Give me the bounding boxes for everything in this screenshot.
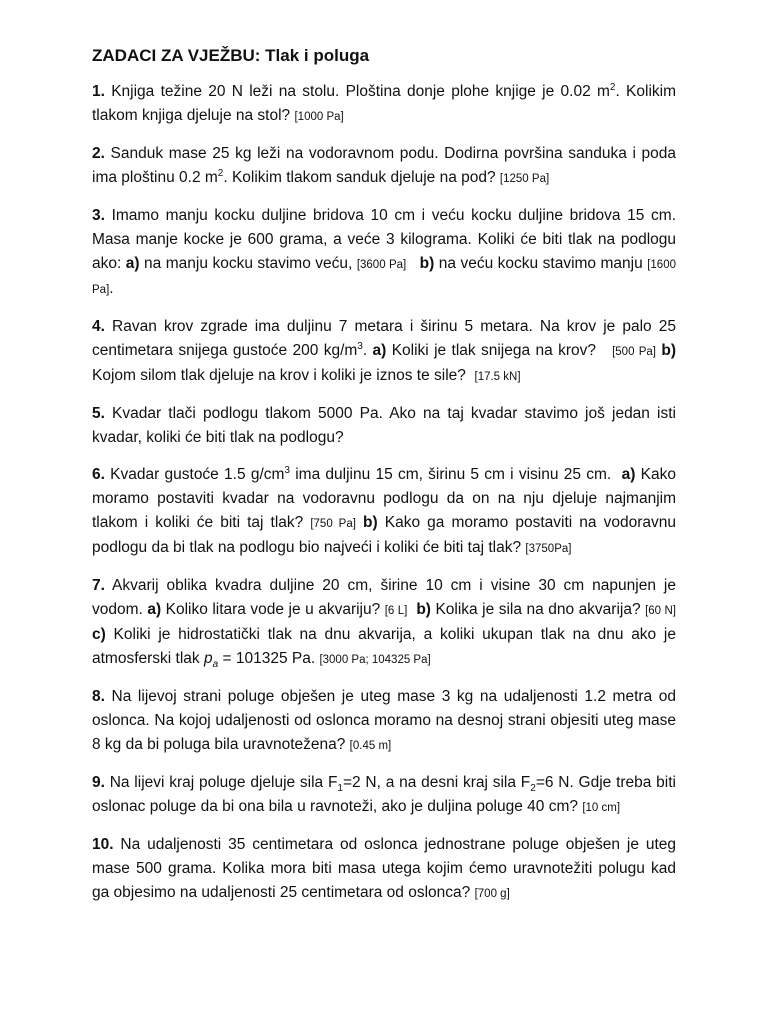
part-label-a: a) xyxy=(621,466,636,483)
task-6 xyxy=(92,463,676,561)
answer-a: [500 Pa] xyxy=(612,346,656,358)
part-label-c: c) xyxy=(92,626,106,643)
task-text: . xyxy=(362,342,373,359)
subscript: a xyxy=(212,659,219,671)
task-text: Koliki je hidrostatički tlak na dnu akvarija, a koliki ukupan tlak na dnu ako je atmosferski tlak xyxy=(92,626,676,667)
task-number: 4. xyxy=(92,318,105,335)
task-text: . Kolikim tlakom sanduk djeluje na pod? xyxy=(223,169,500,186)
task-text: . Kolikim tlakom knjiga djeluje na stol? xyxy=(92,83,676,124)
task-text: Akvarij oblika kvadra duljine 20 cm, širine 10 cm i visine 30 cm napunjen je vodom. xyxy=(92,577,676,618)
answer-a: [3600 Pa] xyxy=(356,259,407,271)
task-2 xyxy=(92,142,676,191)
part-label-b: b) xyxy=(661,342,676,359)
task-text: ima duljinu 15 cm, širinu 5 cm i visinu 25 cm. xyxy=(289,466,617,483)
task-text: na veću kocku stavimo manju xyxy=(434,255,648,272)
task-text: = 101325 Pa. xyxy=(218,650,320,667)
part-label-b: b) xyxy=(419,255,435,272)
task-text: Sanduk mase 25 kg leži na vodoravnom podu. Dodirna površina sanduka i poda ima ploštinu 0.2 m xyxy=(92,145,676,186)
task-4 xyxy=(92,315,676,389)
task-number: 7. xyxy=(92,577,105,594)
task-text: Koliki je tlak snijega na krov? xyxy=(386,342,602,359)
answer-c: [3000 Pa; 104325 Pa] xyxy=(319,654,431,666)
task-text: Na lijevoj strani poluge obješen je uteg mase 3 kg na udaljenosti 1.2 metra od oslonca. Na kojoj udaljenosti od oslonca moramo na desnoj strani objesiti uteg mase 8 kg da bi poluga bila uravnotežena? xyxy=(92,688,676,753)
task-number: 1. xyxy=(92,83,105,100)
task-10 xyxy=(92,833,676,906)
superscript: 2 xyxy=(609,81,616,93)
answer-b: [1600 Pa] xyxy=(92,259,676,296)
part-label-b: b) xyxy=(363,514,378,531)
task-text: Kako moramo postaviti kvadar na vodoravnu podlogu da on na nju djeluje najmanjim tlakom i koliki će biti taj tlak? xyxy=(92,466,677,531)
task-8 xyxy=(92,685,676,758)
task-number: 10. xyxy=(92,836,114,853)
task-text: Koliko litara vode je u akvariju? xyxy=(161,601,385,618)
task-text: Na lijevi kraj poluge djeluje sila F xyxy=(104,774,338,791)
task-9 xyxy=(92,771,676,820)
task-text: . xyxy=(109,280,114,297)
part-label-a: a) xyxy=(372,342,387,359)
answer: [1000 Pa] xyxy=(294,111,344,123)
task-number: 9. xyxy=(92,774,105,791)
part-label-b: b) xyxy=(416,601,431,618)
superscript: 2 xyxy=(217,167,224,179)
answer-b: [17.5 kN] xyxy=(474,371,521,383)
task-text: Imamo manju kocku duljine bridova 10 cm i veću kocku duljine bridova 15 cm. Masa manje kocke je 600 grama, a veće 3 kilograma. Koliki će biti tlak na podlogu ako: xyxy=(92,207,676,272)
answer: [10 cm] xyxy=(582,802,621,814)
answer-b: [3750Pa] xyxy=(525,543,572,555)
task-7 xyxy=(92,574,676,672)
task-text: Kako ga moramo postaviti na vodoravnu podlogu da bi tlak na podlogu bio najveći i koliki će biti taj tlak? xyxy=(92,514,676,556)
task-text: Na udaljenosti 35 centimetara od oslonca jednostrane poluge obješen je uteg mase 500 grama. Kolika mora biti masa utega kojim ćemo uravnotežiti polugu kad ga objesimo na udaljenosti 25 centimetara od oslonca? xyxy=(92,836,676,901)
pressure-symbol: p xyxy=(203,650,213,667)
task-number: 8. xyxy=(92,688,105,705)
answer-a: [750 Pa] xyxy=(310,518,356,530)
answer: [700 g] xyxy=(474,888,510,900)
task-text: Knjiga težine 20 N leži na stolu. Ploština donje plohe knjige je 0.02 m xyxy=(104,83,610,100)
task-text: na manju kocku stavimo veću, xyxy=(139,255,357,272)
part-label-a: a) xyxy=(147,601,162,618)
answer-b: [60 N] xyxy=(645,605,676,617)
superscript: 3 xyxy=(284,464,290,476)
task-text: Kolika je sila na dno akvarija? xyxy=(430,601,646,618)
task-5 xyxy=(92,402,676,450)
page-title: ZADACI ZA VJEŽBU: Tlak i poluga xyxy=(92,46,370,65)
task-text: Kvadar tlači podlogu tlakom 5000 Pa. Ako na taj kvadar stavimo još jedan isti kvadar, koliki će biti tlak na podlogu? xyxy=(92,405,676,446)
task-number: 6. xyxy=(92,466,105,483)
answer: [0.45 m] xyxy=(349,740,392,752)
answer-a: [6 L] xyxy=(384,605,408,617)
subscript: 1 xyxy=(337,783,343,795)
task-text: =6 N. Gdje treba biti oslonac poluge da bi ona bila u ravnoteži, ako je duljina poluge 40 cm? xyxy=(92,774,676,815)
task-text: =2 N, a na desni kraj sila F xyxy=(342,774,531,791)
task-3 xyxy=(92,204,676,302)
task-number: 3. xyxy=(92,207,105,224)
subscript: 2 xyxy=(530,783,536,795)
task-text: Kvadar gustoće 1.5 g/cm xyxy=(104,466,285,483)
superscript: 3 xyxy=(357,340,363,352)
task-number: 5. xyxy=(92,405,105,422)
answer: [1250 Pa] xyxy=(499,173,550,185)
task-text: Ravan krov zgrade ima duljinu 7 metara i širinu 5 metara. Na krov je palo 25 centimetara snijega gustoće 200 kg/m xyxy=(92,318,676,359)
task-number: 2. xyxy=(92,145,105,162)
part-label-a: a) xyxy=(125,255,140,272)
document-page xyxy=(92,44,676,919)
task-text: Kojom silom tlak djeluje na krov i koliki je iznos te sile? xyxy=(92,367,471,384)
task-1 xyxy=(92,80,676,129)
